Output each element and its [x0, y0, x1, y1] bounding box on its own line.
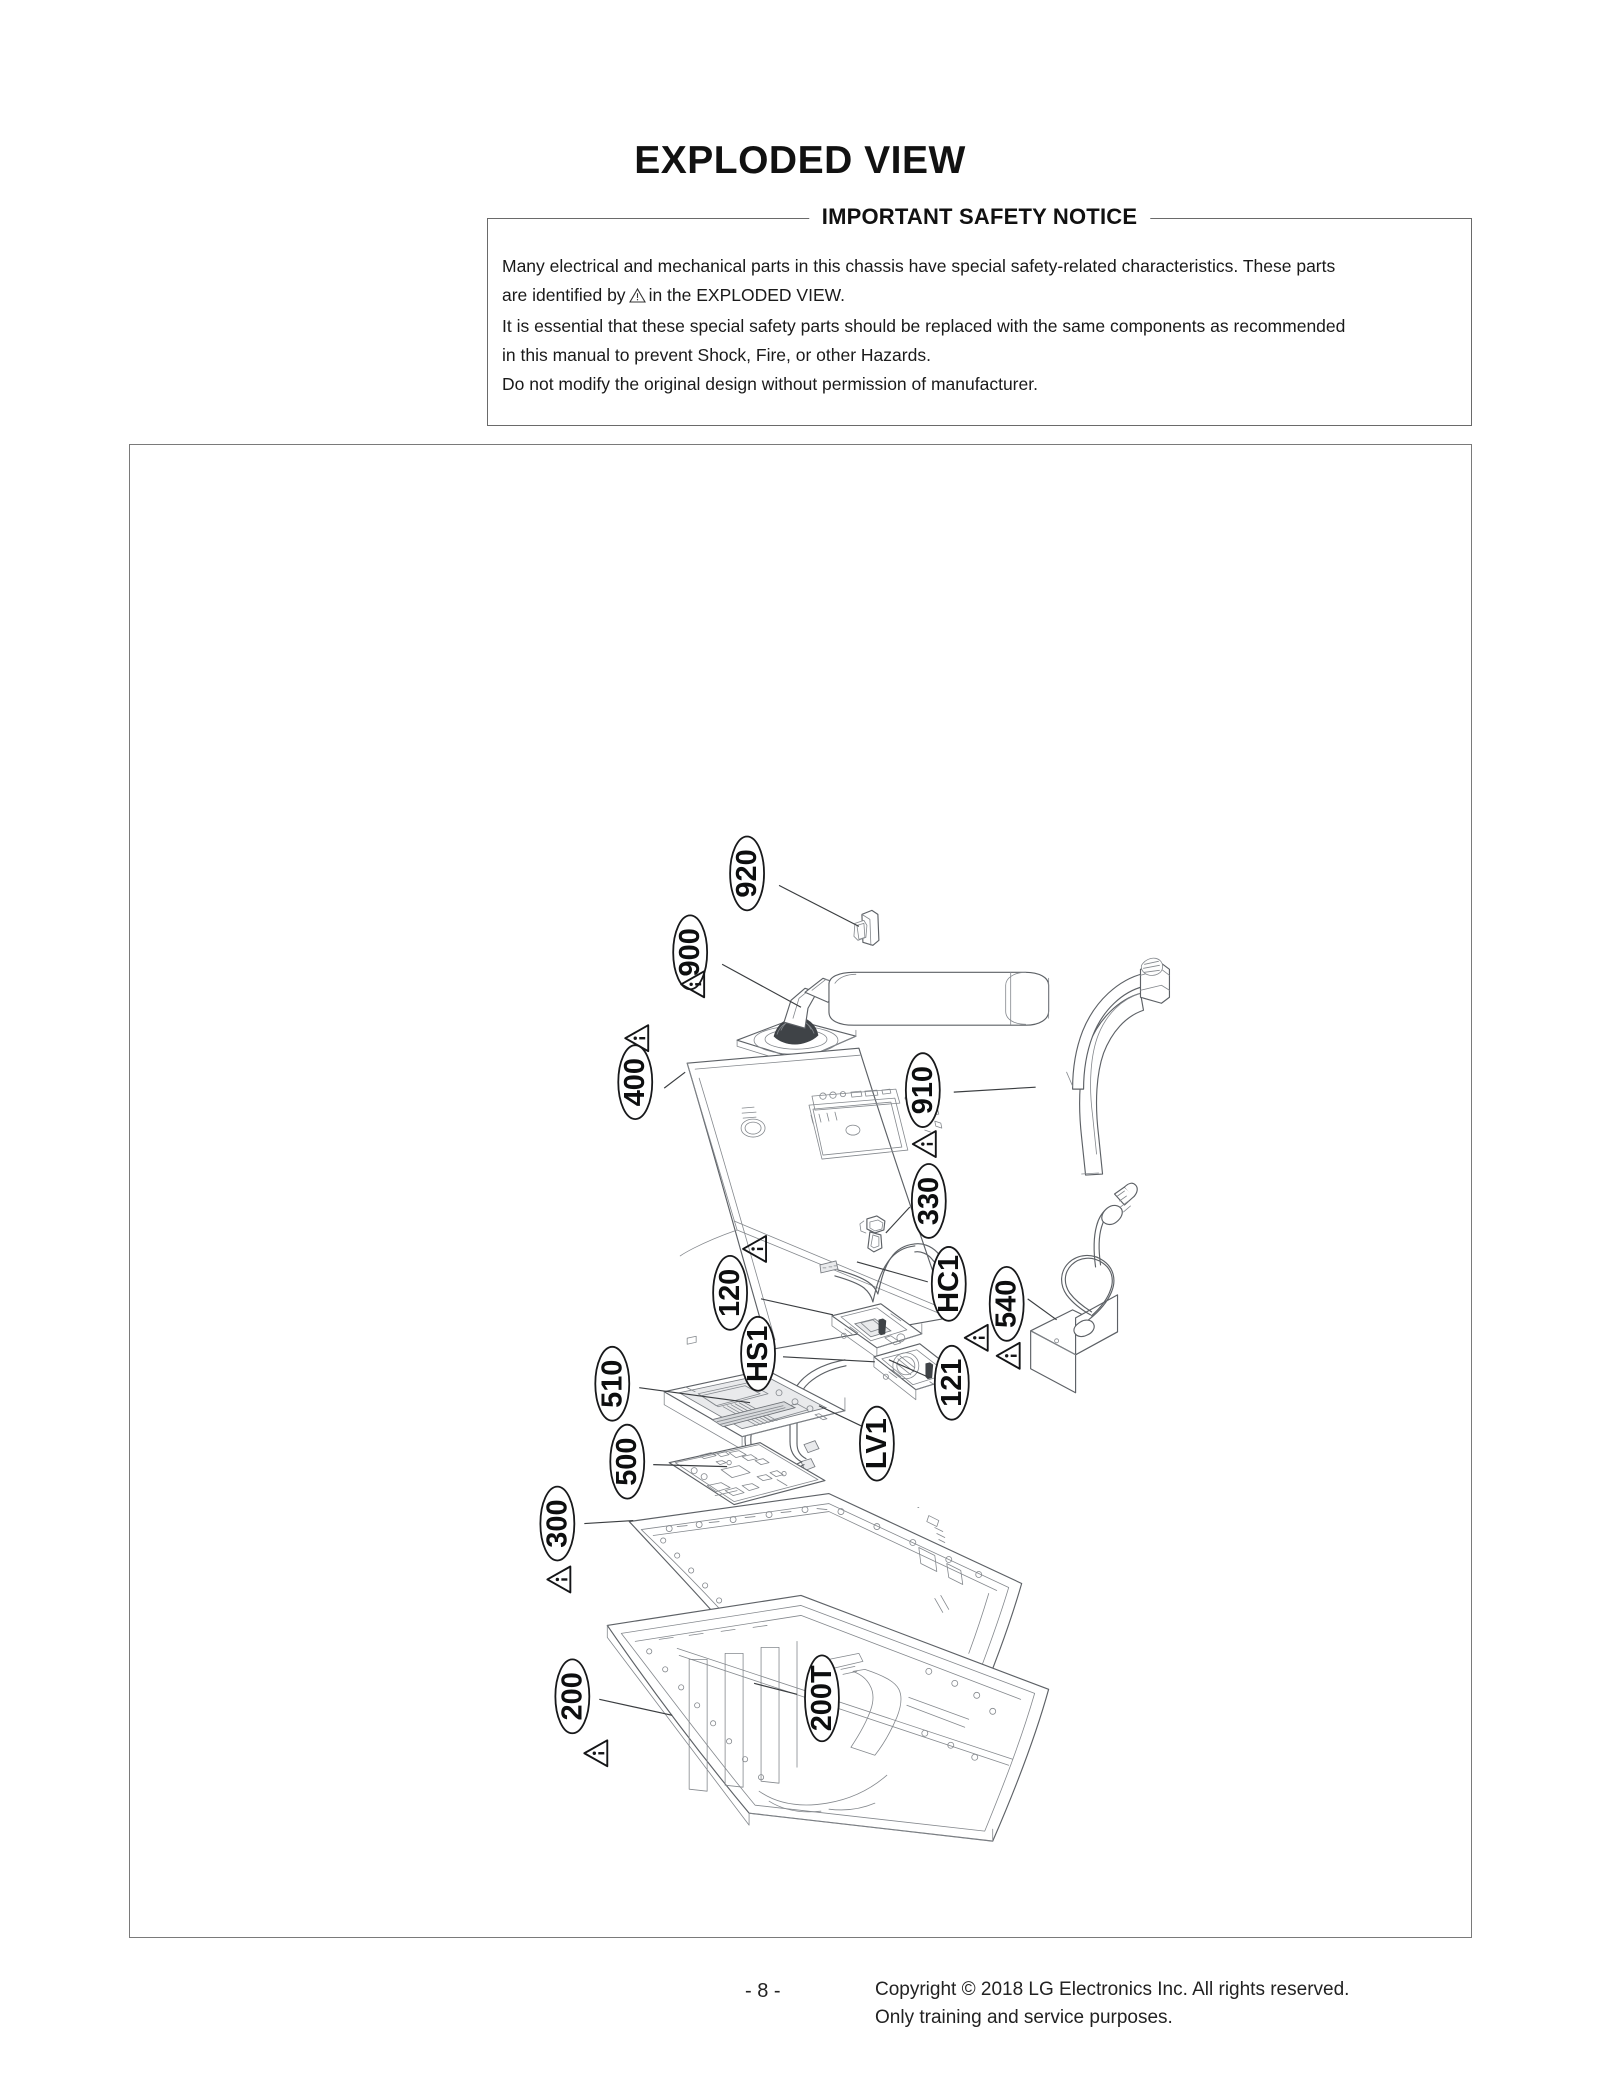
safety-paragraph-2: [502, 281, 1457, 312]
copyright-line-1: Copyright © 2018 LG Electronics Inc. All rights reserved.: [875, 1979, 1350, 2000]
callout-300: [540, 1487, 574, 1593]
callout-200T: [805, 1655, 839, 1741]
callout-540: [990, 1267, 1024, 1369]
svg-text:200: 200: [556, 1672, 589, 1721]
svg-text:900: 900: [674, 928, 707, 977]
part-920-geometry: [854, 910, 879, 945]
callout-920: [730, 836, 764, 910]
callout-900: [673, 915, 707, 997]
svg-text:121: 121: [935, 1358, 968, 1407]
copyright-notice: [875, 1976, 1349, 2032]
svg-text:HS1: HS1: [742, 1325, 775, 1382]
safety-text-3: Do not modify the original design without permission of manufacturer.: [502, 374, 1038, 394]
part-900-geometry: [737, 972, 1049, 1066]
part-910-geometry: [1073, 958, 1170, 1175]
safety-text-1a: Many electrical and mechanical parts in this chassis have special safety-related characteristics. These parts: [502, 256, 1336, 276]
callout-121: [935, 1325, 988, 1420]
exploded-view-drawing: [130, 445, 1471, 1937]
svg-text:120: 120: [714, 1268, 747, 1318]
svg-text:200T: 200T: [805, 1665, 838, 1732]
callout-HS1: [741, 1317, 775, 1391]
svg-text:920: 920: [731, 849, 764, 898]
callout-400: [618, 1025, 652, 1119]
safety-paragraph-1: [502, 252, 1457, 281]
svg-text:LV1: LV1: [860, 1418, 893, 1470]
safety-notice-legend: IMPORTANT SAFETY NOTICE: [809, 204, 1150, 230]
callout-330: [912, 1164, 946, 1238]
safety-text-1c: in the EXPLODED VIEW.: [648, 285, 846, 305]
svg-text:HC1: HC1: [932, 1254, 965, 1313]
safety-notice-body: [502, 252, 1457, 399]
safety-paragraph-3: [502, 312, 1457, 341]
page-title: EXPLODED VIEW: [634, 139, 966, 182]
safety-paragraph-5: [502, 370, 1457, 399]
svg-text:330: 330: [912, 1176, 945, 1226]
callout-510: [595, 1347, 629, 1421]
callout-LV1: [860, 1407, 894, 1481]
safety-text-2a: It is essential that these special safety parts should be replaced with the same components as recommended: [502, 316, 1346, 336]
important-safety-notice-box: [487, 204, 1472, 426]
svg-text:510: 510: [596, 1359, 629, 1408]
safety-text-1b: are identified by: [502, 285, 626, 305]
page-number: - 8 -: [745, 1980, 781, 2002]
svg-text:500: 500: [611, 1437, 644, 1486]
svg-text:910: 910: [906, 1065, 939, 1115]
svg-text:300: 300: [541, 1499, 574, 1548]
copyright-line-2: Only training and service purposes.: [875, 2007, 1173, 2028]
svg-text:400: 400: [619, 1058, 652, 1107]
safety-paragraph-4: [502, 341, 1457, 370]
warning-triangle-icon: [629, 283, 646, 312]
exploded-view-diagram-frame: [129, 444, 1472, 1938]
callout-200: [555, 1659, 607, 1766]
page-footer: [0, 1972, 1600, 2042]
callout-910: [906, 1053, 940, 1157]
part-540-geometry: [1031, 1183, 1138, 1392]
safety-text-2b: in this manual to prevent Shock, Fire, or other Hazards.: [502, 345, 931, 365]
callout-500: [610, 1425, 644, 1499]
svg-text:540: 540: [990, 1279, 1023, 1328]
callout-HC1: [932, 1247, 966, 1321]
